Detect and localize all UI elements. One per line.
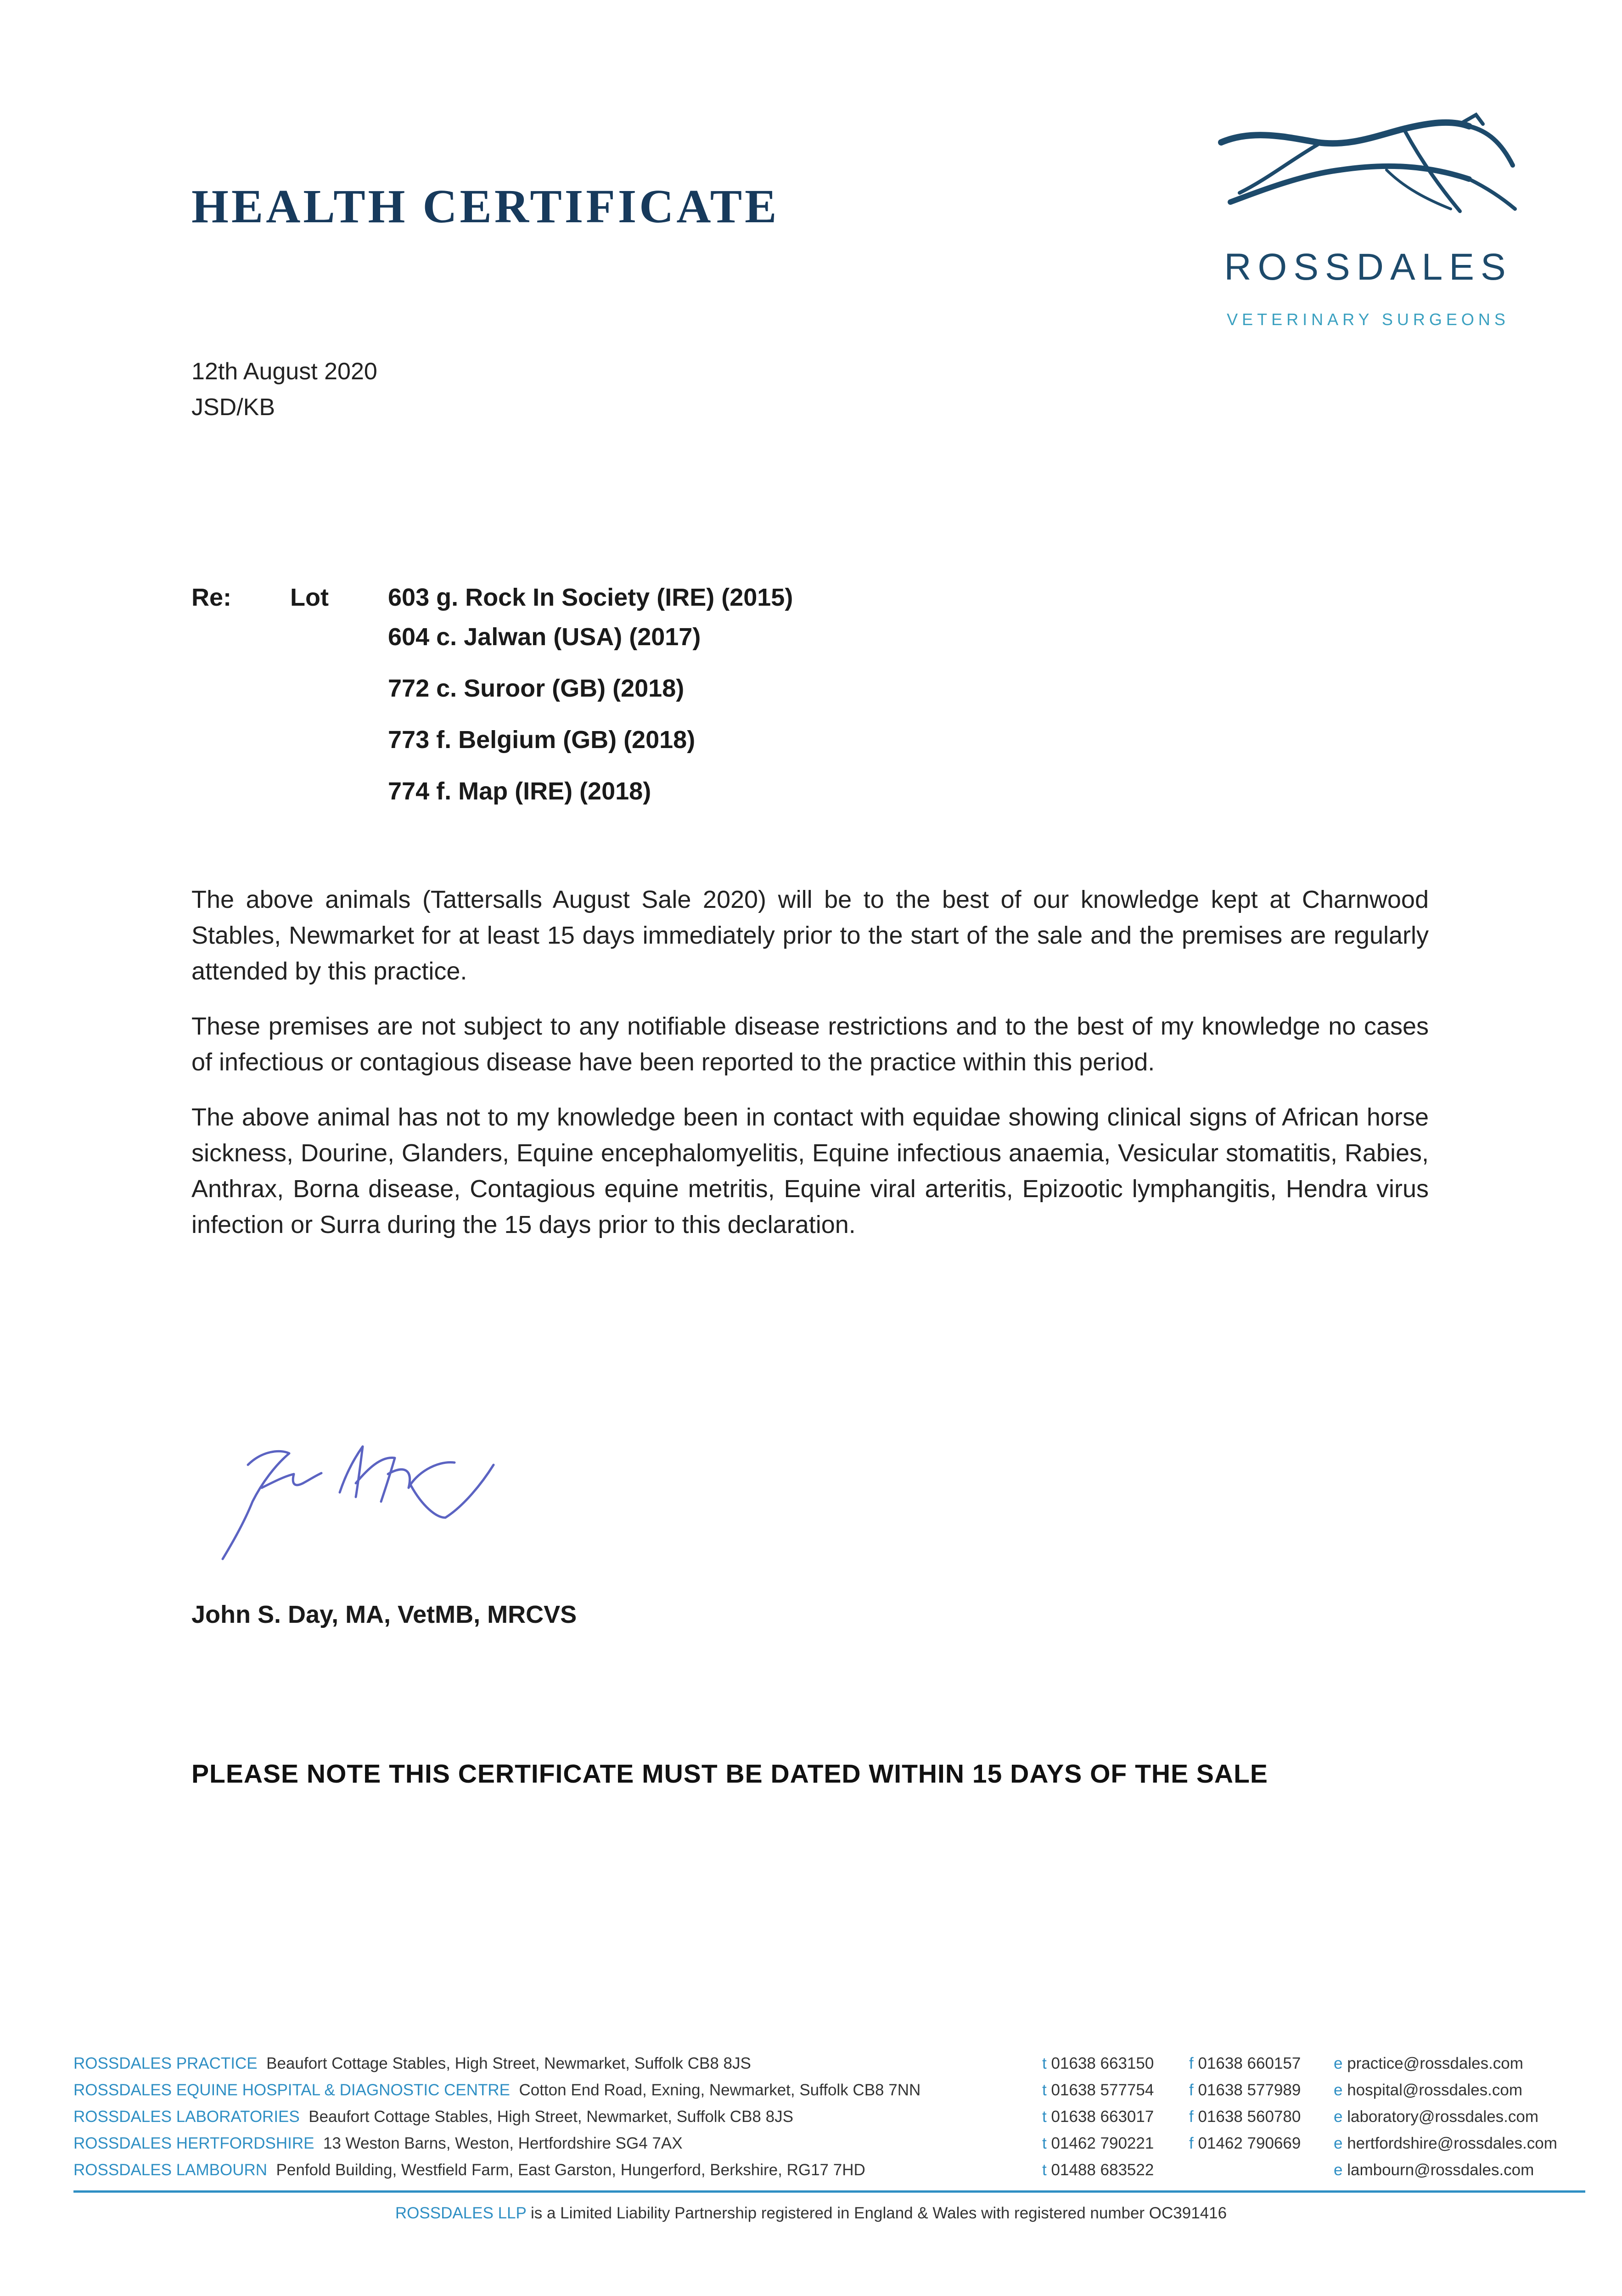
footer-org-name: ROSSDALES LAMBOURN — [73, 2161, 268, 2179]
certificate-body — [191, 882, 1429, 1262]
footer-email: e hospital@rossdales.com — [1334, 2081, 1523, 2099]
footer-row — [73, 2161, 1585, 2188]
footer-phone: t 01638 663150 — [1042, 2054, 1154, 2072]
footer-fax: f 01638 577989 — [1189, 2081, 1301, 2099]
footer-divider — [73, 2190, 1585, 2193]
footer-email: e hertfordshire@rossdales.com — [1334, 2134, 1557, 2152]
footer-row — [73, 2081, 1585, 2108]
footer-address: Beaufort Cottage Stables, High Street, Newmarket, Suffolk CB8 8JS — [309, 2108, 793, 2126]
logo-wordmark: ROSSDALES — [1224, 246, 1512, 288]
body-paragraph: These premises are not subject to any notifiable disease restrictions and to the best of my knowledge no cases of infectious or contagious disease have been reported to the practice within this period. — [191, 1013, 1429, 1076]
letter-reference: JSD/KB — [191, 394, 275, 421]
footer-email: e lambourn@rossdales.com — [1334, 2161, 1534, 2179]
footer-address: Penfold Building, Westfield Farm, East Garston, Hungerford, Berkshire, RG17 7HD — [276, 2161, 865, 2179]
footer-fax: f 01638 560780 — [1189, 2108, 1301, 2126]
dating-notice: PLEASE NOTE THIS CERTIFICATE MUST BE DATED WITHIN 15 DAYS OF THE SALE — [191, 1759, 1268, 1789]
footer-phone: t 01462 790221 — [1042, 2134, 1154, 2152]
horse-logo-icon — [1212, 110, 1524, 335]
footer-org-name: ROSSDALES EQUINE HOSPITAL & DIAGNOSTIC CENTRE — [73, 2081, 511, 2099]
logo-tagline: VETERINARY SURGEONS — [1227, 310, 1510, 329]
footer-contacts — [73, 2054, 1585, 2188]
letter-date: 12th August 2020 — [191, 358, 377, 385]
legal-text: is a Limited Liability Partnership registered in England & Wales with registered number OC391416 — [530, 2204, 1227, 2222]
footer-phone: t 01638 577754 — [1042, 2081, 1154, 2099]
footer-address: Beaufort Cottage Stables, High Street, Newmarket, Suffolk CB8 8JS — [266, 2054, 751, 2072]
lot-item: 774 f. Map (IRE) (2018) — [388, 777, 651, 805]
footer-org-name: ROSSDALES PRACTICE — [73, 2054, 258, 2072]
lot-item: 603 g. Rock In Society (IRE) (2015) — [388, 584, 793, 611]
body-paragraph: The above animals (Tattersalls August Sale 2020) will be to the best of our knowledge kept at Charnwood Stables, Newmarket for at least 15 days immediately prior to the start of the sale and the premises are regularly attended by this practice. — [191, 886, 1429, 985]
re-label: Re: — [191, 584, 232, 611]
body-paragraph: The above animal has not to my knowledge been in contact with equidae showing clinical signs of African horse sickness, Dourine, Glanders, Equine encephalomyelitis, Equine infectious anaemia, Vesicular stomatitis, Rabies, Anthrax, Borna disease, Contagious equine metritis, Equine viral arteritis, Epizootic lymphangitis, Hendra virus infection or Surra during the 15 days prior to this declaration. — [191, 1103, 1429, 1238]
footer-row — [73, 2108, 1585, 2134]
footer-email: e practice@rossdales.com — [1334, 2054, 1523, 2072]
lot-item: 604 c. Jalwan (USA) (2017) — [388, 623, 701, 651]
footer-row — [73, 2054, 1585, 2081]
footer-address: 13 Weston Barns, Weston, Hertfordshire SG4 7AX — [323, 2134, 683, 2152]
letter-meta — [191, 354, 377, 425]
footer-phone: t 01638 663017 — [1042, 2108, 1154, 2126]
footer-fax: f 01638 660157 — [1189, 2054, 1301, 2072]
footer-org-name: ROSSDALES HERTFORDSHIRE — [73, 2134, 314, 2152]
footer-fax: f 01462 790669 — [1189, 2134, 1301, 2152]
signer-name: John S. Day, MA, VetMB, MRCVS — [191, 1601, 577, 1628]
footer-org-name: ROSSDALES LABORATORIES — [73, 2108, 300, 2126]
page-title: HEALTH CERTIFICATE — [191, 180, 780, 233]
lot-item: 772 c. Suroor (GB) (2018) — [388, 675, 685, 702]
legal-entity-name: ROSSDALES LLP — [395, 2204, 527, 2222]
footer-row — [73, 2134, 1585, 2161]
footer-email: e laboratory@rossdales.com — [1334, 2108, 1539, 2126]
footer-phone: t 01488 683522 — [1042, 2161, 1154, 2179]
handwritten-signature — [207, 1437, 510, 1566]
legal-notice — [0, 2204, 1622, 2223]
footer-address: Cotton End Road, Exning, Newmarket, Suffolk CB8 7NN — [519, 2081, 921, 2099]
lot-item: 773 f. Belgium (GB) (2018) — [388, 726, 696, 754]
lot-label: Lot — [290, 584, 329, 611]
